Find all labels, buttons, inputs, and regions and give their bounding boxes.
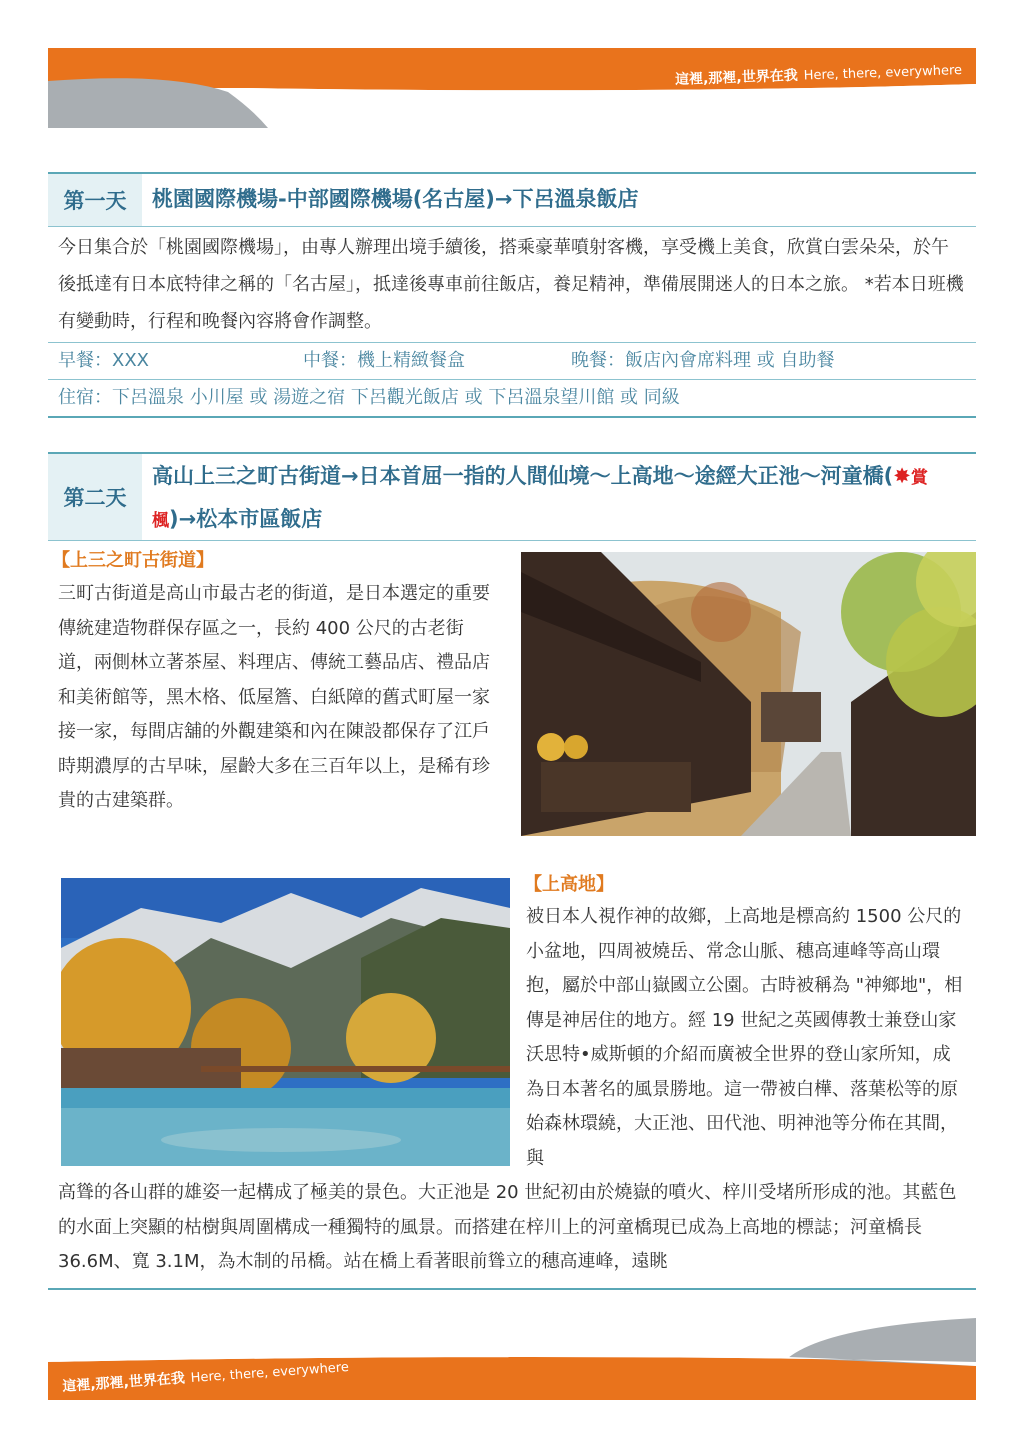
bottom-divider: [48, 1288, 976, 1290]
day1-dinner: 晚餐：飯店內會席料理 或 自助餐: [571, 350, 835, 371]
day2-title: [142, 454, 976, 540]
old-street-photo: [521, 552, 976, 836]
maple-leaf-icon: ✸: [893, 464, 911, 488]
day1-table: [48, 172, 976, 418]
day2-maple-text: 賞楓: [152, 468, 928, 531]
day2-header: [48, 454, 976, 540]
header-slogan-zh: 這裡,那裡,世界在我: [674, 67, 798, 89]
footer-banner: [48, 1318, 976, 1400]
footer-slogan-en: Here, there, everywhere: [190, 1360, 350, 1387]
day2-label: 第二天: [48, 454, 142, 540]
section-kamikochi-heading: 【上高地】: [524, 874, 614, 895]
day2-title-part2: )→松本市區飯店: [169, 507, 323, 531]
footer-banner-shape: [48, 1318, 976, 1400]
day1-description: 今日集合於「桃園國際機場」，由專人辦理出境手續後，搭乘豪華噴射客機，享受機上美食，欣賞白雲朵朵，於午後抵達有日本底特律之稱的「名古屋」，抵達後專車前往飯店，養足精神，準備展開迷人的日本之旅。 *若本日班機有變動時，行程和晚餐內容將會作調整。: [48, 227, 976, 343]
section-kamikochi-body-full: 高聳的各山群的雄姿一起構成了極美的景色。大正池是 20 世紀初由於燒嶽的噴火、梓川受堵所形成的池。其藍色的水面上突顯的枯樹與周圍構成一種獨特的風景。而搭建在梓川上的河童橋現已成為上高地的標誌；河童橋長 36.6M、寬 3.1M，為木制的吊橋。站在橋上看著眼前聳立的穗高連峰，遠眺: [58, 1182, 957, 1272]
kamikochi-photo: [61, 878, 510, 1166]
header-banner-shape: [48, 48, 976, 130]
day1-header: [48, 174, 976, 227]
day1-meals: [48, 343, 976, 380]
day2-title-part1: 高山上三之町古街道→日本首屈一指的人間仙境～上高地～途經大正池～河童橋(: [152, 464, 894, 488]
section-kamikochi-body-right: 被日本人視作神的故鄉，上高地是標高約 1500 公尺的小盆地，四周被燒岳、常念山脈、穗高連峰等高山環抱，屬於中部山嶽國立公園。古時被稱為 "神鄉地"，相傳是神居住的地方。經 19 世紀之英國傳教士兼登山家沃思特•威斯頓的介紹而廣被全世界的登山家所知，成為日本著名的風景勝地。這一帶被白樺、落葉松等的原始森林環繞，大正池、田代池、明神池等分佈在其間，與: [526, 906, 963, 1169]
section-sanmachi-body: 三町古街道是高山市最古老的街道，是日本選定的重要傳統建造物群保存區之一，長約 400 公尺的古老街道，兩側林立著茶屋、料理店、傳統工藝品店、禮品店和美術館等，黑木格、低屋簷、白紙障的舊式町屋一家接一家，每間店舖的外觀建築和內在陳設都保存了江戶時期濃厚的古早味，屋齡大多在三百年以上，是稀有珍貴的古建築群。: [58, 583, 490, 811]
day2-table: [48, 452, 976, 541]
day1-lunch: 中餐：機上精緻餐盒: [303, 350, 465, 371]
day1-label: 第一天: [48, 174, 142, 226]
day1-breakfast: 早餐：XXX: [58, 350, 149, 371]
section-sanmachi-heading: 【上三之町古街道】: [52, 550, 214, 571]
header-banner: [48, 48, 976, 130]
day1-title: 桃園國際機場-中部國際機場(名古屋)→下呂溫泉飯店: [152, 187, 639, 211]
header-slogan-en: Here, there, everywhere: [803, 62, 963, 84]
footer-slogan-zh: 這裡,那裡,世界在我: [61, 1370, 186, 1395]
day1-accommodation: 住宿：下呂溫泉 小川屋 或 湯遊之宿 下呂觀光飯店 或 下呂溫泉望川館 或 同級: [48, 380, 976, 418]
